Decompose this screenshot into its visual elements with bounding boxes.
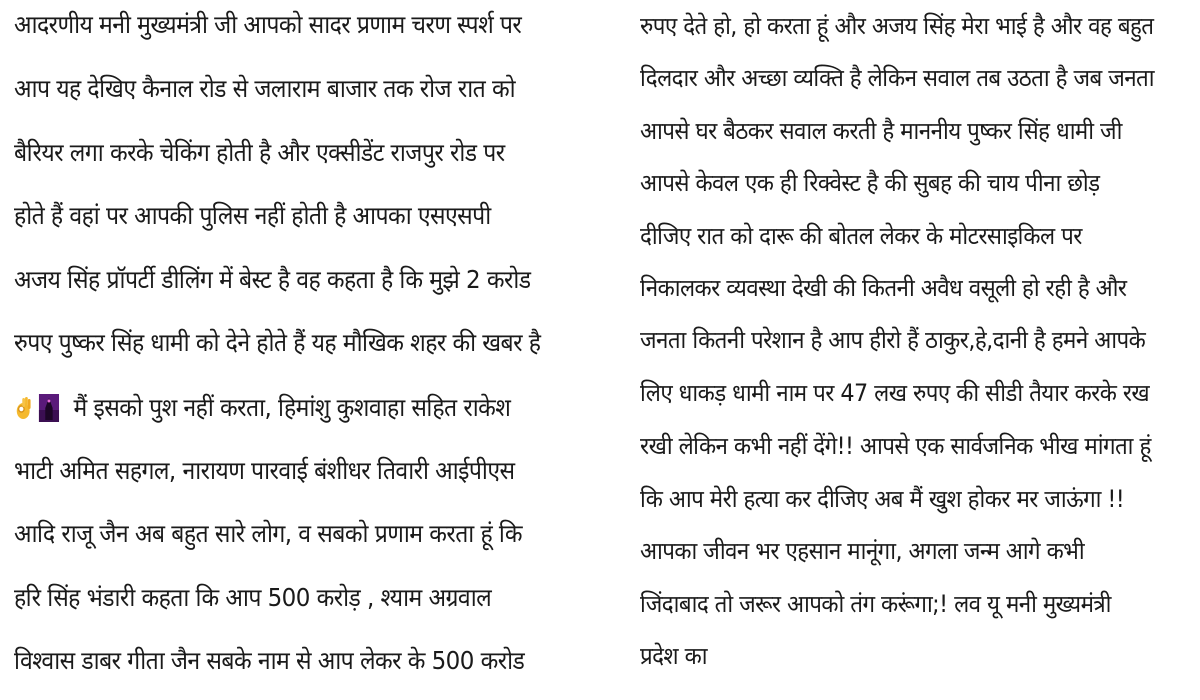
- text-line: भाटी अमित सहगल, नारायण पारवाई बंशीधर तिवारी आईपीएस: [14, 456, 515, 485]
- text-line: रखी लेकिन कभी नहीं देंगे!! आपसे एक सार्वजनिक भीख मांगता हूं: [640, 432, 1151, 460]
- text-line: रुपए पुष्कर सिंह धामी को देने होते हैं यह मौखिक शहर की खबर है: [14, 328, 541, 357]
- text-line: कि आप मेरी हत्या कर दीजिए अब मैं खुश होकर मर जाऊंगा !!: [640, 485, 1125, 513]
- text-line: जिंदाबाद तो जरूर आपको तंग करूंगा;! लव यू मनी मुख्यमंत्री: [640, 590, 1111, 618]
- text-line: होते हैं वहां पर आपकी पुलिस नहीं होती है आपका एसएसपी: [14, 201, 491, 230]
- text-line: दिलदार और अच्छा व्यक्ति है लेकिन सवाल तब उठता है जब जनता: [640, 64, 1154, 92]
- text-line: हरि सिंह भंडारी कहता कि आप 500 करोड़ , श्याम अग्रवाल: [14, 583, 492, 612]
- text-line: अजय सिंह प्रॉपर्टी डीलिंग में बेस्ट है वह कहता है कि मुझे 2 करोड: [14, 265, 531, 294]
- text-line: आपसे घर बैठकर सवाल करती है माननीय पुष्कर सिंह धामी जी: [640, 117, 1122, 145]
- text-line: प्रदेश का: [640, 642, 707, 670]
- right-text-column: [600, 0, 1200, 700]
- text-line: विश्वास डाबर गीता जैन सबके नाम से आप लेकर के 500 करोड: [14, 646, 525, 675]
- text-line: लिए धाकड़ धामी नाम पर 47 लख रुपए की सीडी तैयार करके रख: [640, 379, 1150, 407]
- text-line: निकालकर व्यवस्था देखी की कितनी अवैध वसूली हो रही है और: [640, 274, 1127, 302]
- text-line: दीजिए रात को दारू की बोतल लेकर के मोटरसाइकिल पर: [640, 222, 1082, 250]
- text-line: आदि राजू जैन अब बहुत सारे लोग, व सबको प्रणाम करता हूं कि: [14, 519, 522, 548]
- text-line: रुपए देते हो, हो करता हूं और अजय सिंह मेरा भाई है और वह बहुत: [640, 12, 1154, 40]
- text-line: आपसे केवल एक ही रिक्वेस्ट है की सुबह की चाय पीना छोड़: [640, 169, 1100, 197]
- text-line: जनता कितनी परेशान है आप हीरो हैं ठाकुर,हे,दानी है हमने आपके: [640, 326, 1146, 354]
- text-line: आपका जीवन भर एहसान मानूंगा, अगला जन्म आगे कभी: [640, 537, 1085, 565]
- temple-icon: [39, 394, 59, 422]
- text-line: बैरियर लगा करके चेकिंग होती है और एक्सीडेंट राजपुर रोड पर: [14, 138, 505, 167]
- text-line: आप यह देखिए कैनाल रोड से जलाराम बाजार तक रोज रात को: [14, 74, 516, 103]
- text-line-with-emoji: [14, 393, 511, 422]
- ok-hand-icon: [14, 395, 32, 421]
- text-line: आदरणीय मनी मुख्यमंत्री जी आपको सादर प्रणाम चरण स्पर्श पर: [14, 10, 522, 39]
- text-line-content: मैं इसको पुश नहीं करता, हिमांशु कुशवाहा सहित राकेश: [73, 393, 511, 422]
